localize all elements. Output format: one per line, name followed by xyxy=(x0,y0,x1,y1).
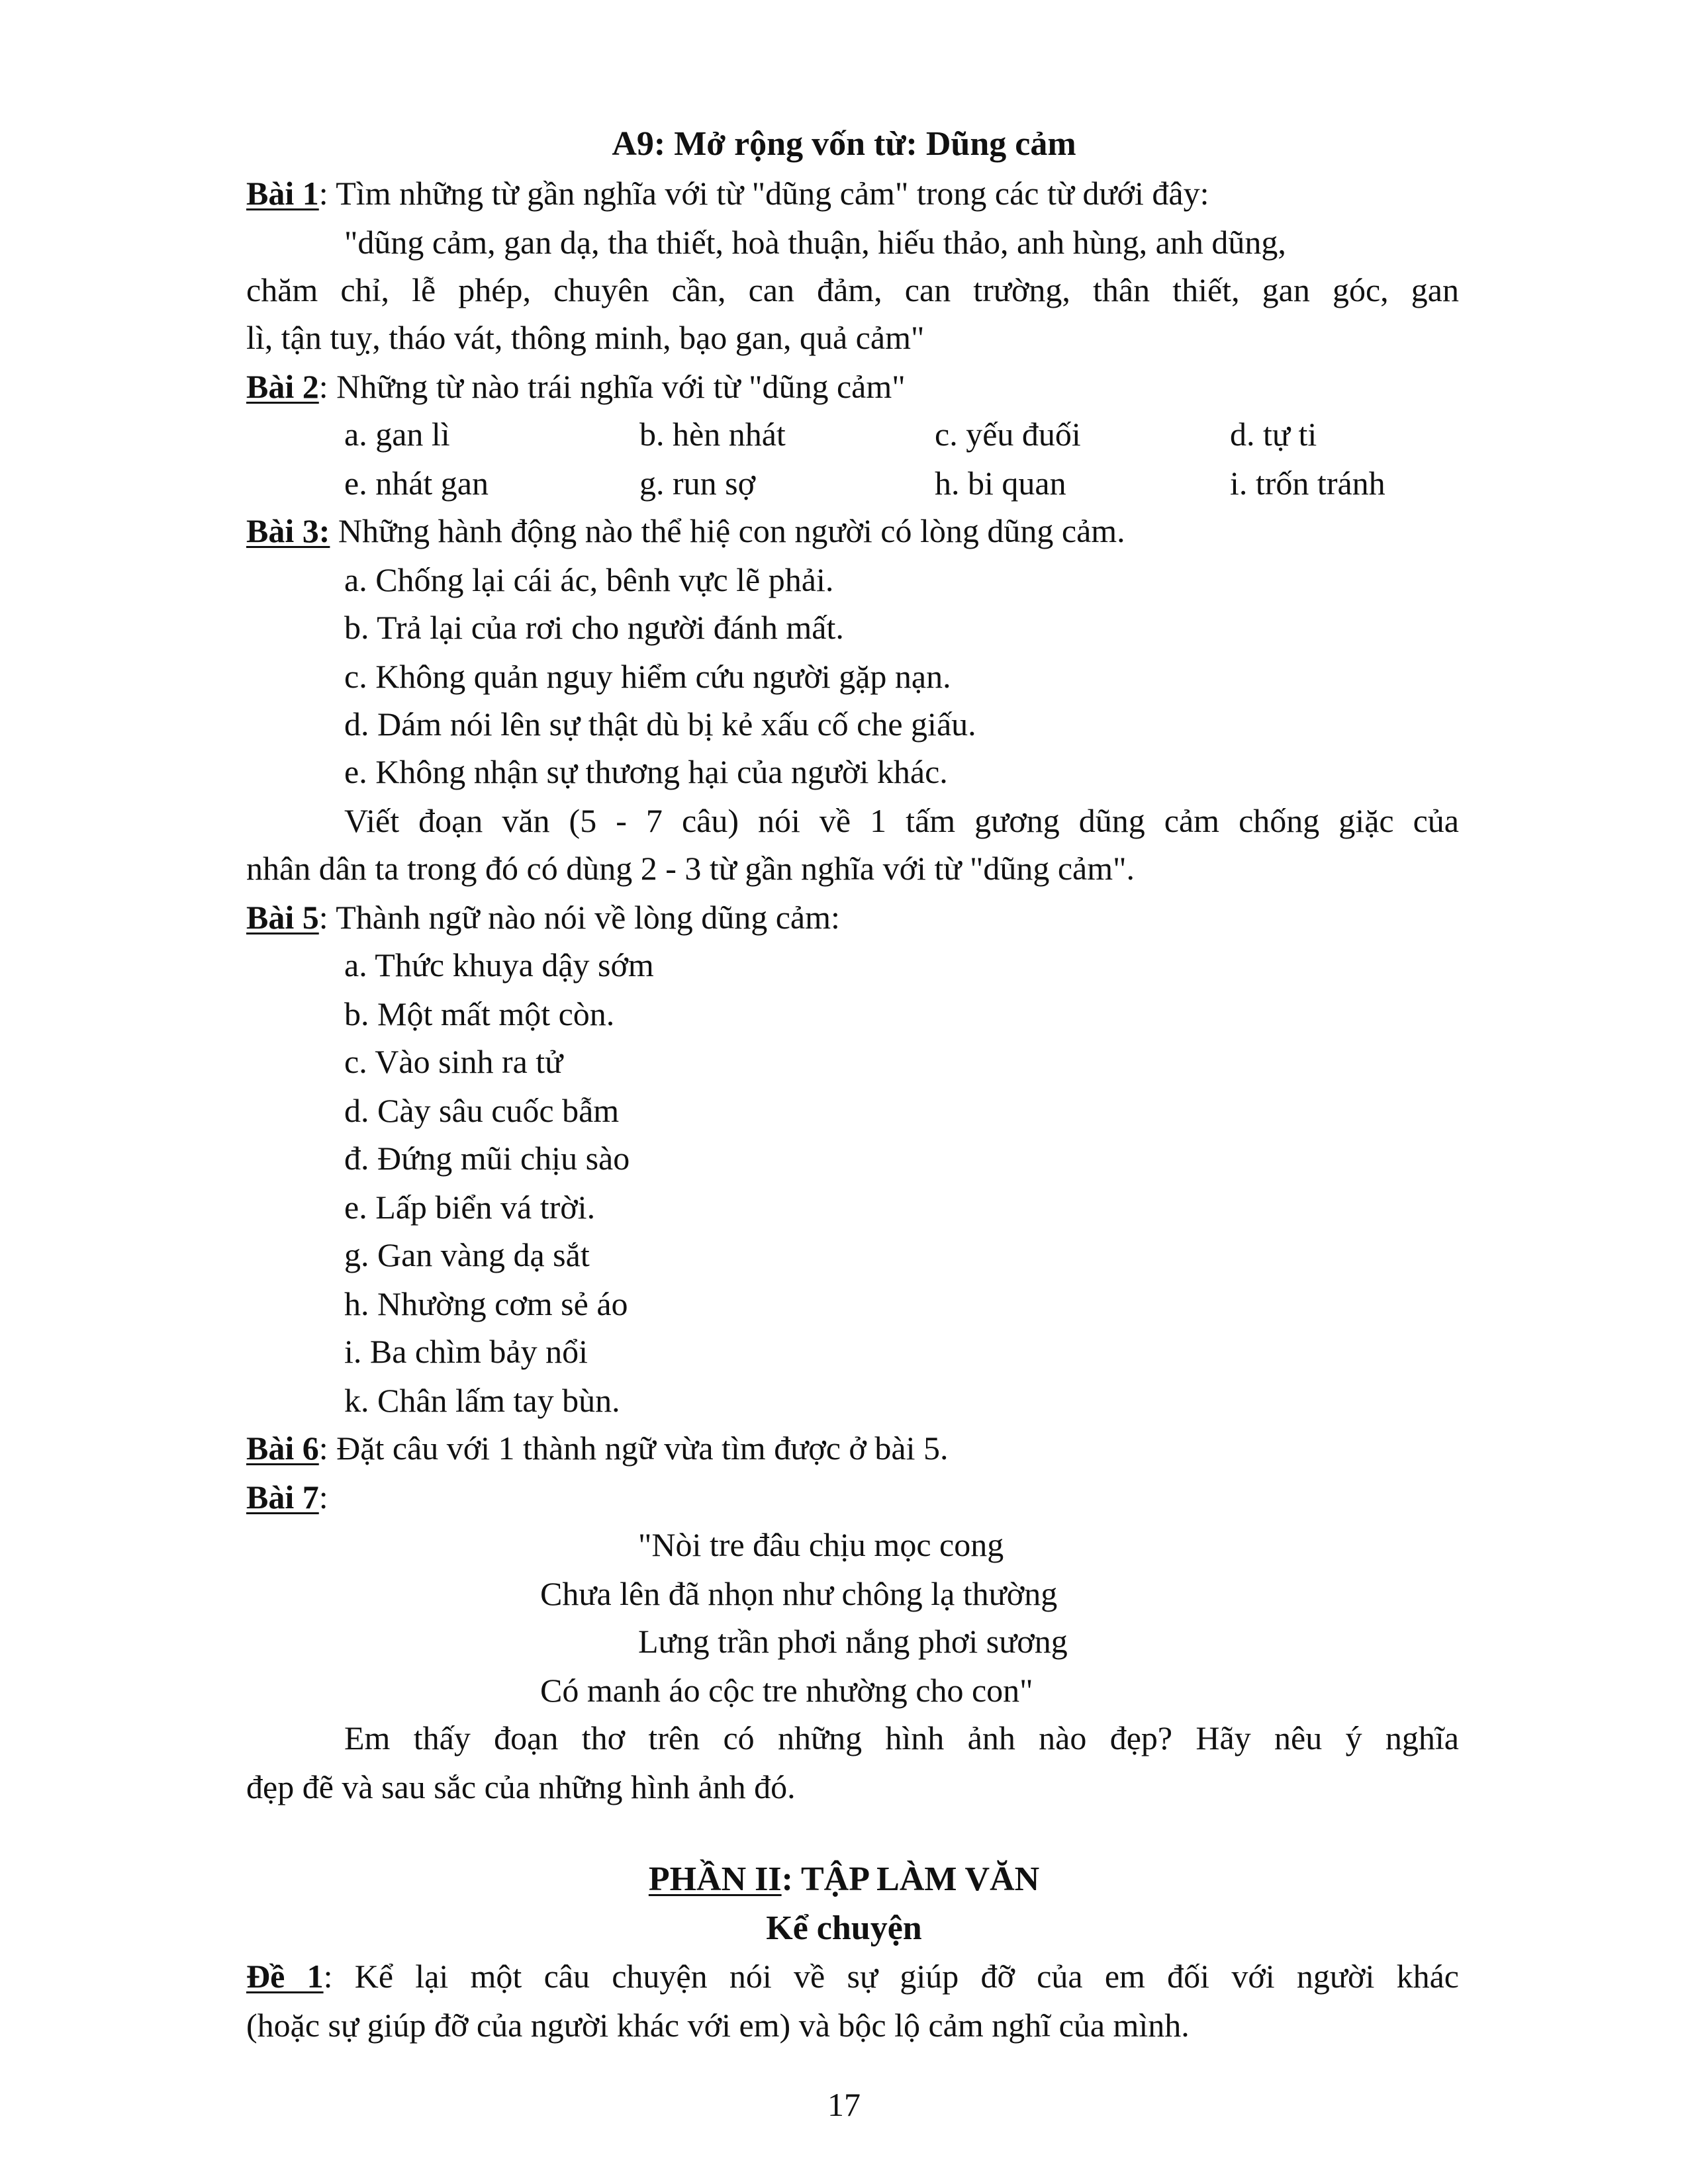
bai3-prompt xyxy=(246,511,1125,551)
bai5-label: Bài 5 xyxy=(246,899,319,936)
bai5-option-d: d. Cày sâu cuốc bẫm xyxy=(344,1092,620,1129)
bai1-words-2 xyxy=(246,270,1459,310)
bai2-option-a: a. gan lì xyxy=(344,416,450,453)
bai2-option-c: c. yếu đuối xyxy=(935,416,1081,453)
bai2-option-g: g. run sợ xyxy=(639,465,756,502)
bai5-option-dd: đ. Đứng mũi chịu sào xyxy=(344,1140,630,1177)
bai5-option-e: e. Lấp biển vá trời. xyxy=(344,1189,596,1226)
bai5-option-c: c. Vào sinh ra tử xyxy=(344,1043,563,1080)
bai1-words-2-text: chăm chỉ, lễ phép, chuyên cần, can đảm, can trường, thân thiết, gan góc, gan xyxy=(246,271,1459,308)
bai1-prompt xyxy=(246,173,1209,213)
bai6-prompt-text: : Đặt câu với 1 thành ngữ vừa tìm được ở bài 5. xyxy=(318,1430,949,1467)
bai6-label: Bài 6 xyxy=(246,1430,319,1467)
bai3-label: Bài 3: xyxy=(246,512,330,549)
bai2-option-i: i. trốn tránh xyxy=(1230,465,1385,502)
part2-heading-rest: : TẬP LÀM VĂN xyxy=(781,1860,1040,1898)
bai2-option-b: b. hèn nhát xyxy=(639,416,786,453)
de1-line-1 xyxy=(246,1956,1459,1996)
bai7-question-2: đẹp đẽ và sau sắc của những hình ảnh đó. xyxy=(246,1768,796,1805)
bai7-label: Bài 7 xyxy=(246,1479,319,1516)
bai5-option-a: a. Thức khuya dậy sớm xyxy=(344,946,654,983)
part2-heading xyxy=(0,1860,1688,1899)
bai5-option-i: i. Ba chìm bảy nổi xyxy=(344,1333,588,1370)
poem-line-1: "Nòi tre đâu chịu mọc cong xyxy=(638,1526,1004,1563)
bai5-option-g: g. Gan vàng dạ sắt xyxy=(344,1236,590,1273)
bai3-option-c: c. Không quản nguy hiểm cứu người gặp nạn. xyxy=(344,658,951,695)
bai1-words-1: "dũng cảm, gan dạ, tha thiết, hoà thuận, hiếu thảo, anh hùng, anh dũng, xyxy=(344,224,1286,261)
poem-line-4: Có manh áo cộc tre nhường cho con" xyxy=(540,1672,1033,1709)
bai3-option-a: a. Chống lại cái ác, bênh vực lẽ phải. xyxy=(344,561,834,598)
bai7-question-1-text: Em thấy đoạn thơ trên có những hình ảnh nào đẹp? Hãy nêu ý nghĩa xyxy=(344,1719,1459,1756)
bai3-option-e: e. Không nhận sự thương hại của người khác. xyxy=(344,753,948,790)
bai5-option-k: k. Chân lấm tay bùn. xyxy=(344,1382,620,1419)
bai7-prompt xyxy=(246,1477,328,1517)
page-number: 17 xyxy=(827,2086,861,2123)
page-title: A9: Mở rộng vốn từ: Dũng cảm xyxy=(612,125,1076,163)
bai7-question-1 xyxy=(246,1718,1459,1758)
bai5-option-h: h. Nhường cơm sẻ áo xyxy=(344,1285,628,1322)
bai2-option-d: d. tự ti xyxy=(1230,416,1317,453)
part2-heading-underlined: PHẦN II xyxy=(648,1860,782,1898)
bai7-colon: : xyxy=(318,1479,328,1516)
de1-label: Đề 1 xyxy=(246,1958,324,1995)
bai3-option-d: d. Dám nói lên sự thật dù bị kẻ xấu cố che giấu. xyxy=(344,705,976,743)
bai3-prompt-text: Những hành động nào thể hiệ con người có lòng dũng cảm. xyxy=(330,512,1125,549)
bai2-prompt xyxy=(246,367,906,406)
bai4-line-2: nhân dân ta trong đó có dùng 2 - 3 từ gần nghĩa với từ "dũng cảm". xyxy=(246,850,1135,887)
bai5-prompt-text: : Thành ngữ nào nói về lòng dũng cảm: xyxy=(318,899,840,936)
bai2-prompt-text: : Những từ nào trái nghĩa với từ "dũng cảm" xyxy=(318,368,906,405)
bai1-label: Bài 1 xyxy=(246,175,319,212)
de1-line-1-content xyxy=(246,1956,1459,1996)
bai2-option-e: e. nhát gan xyxy=(344,465,489,502)
de1-line-1-text: : Kể lại một câu chuyện nói về sự giúp đỡ của em đối với người khác xyxy=(323,1958,1460,1995)
de1-line-2: (hoặc sự giúp đỡ của người khác với em) và bộc lộ cảm nghĩ của mình. xyxy=(246,2007,1190,2044)
bai2-label: Bài 2 xyxy=(246,368,319,405)
bai2-option-h: h. bi quan xyxy=(935,465,1066,502)
bai6-prompt xyxy=(246,1428,948,1468)
bai1-prompt-text: : Tìm những từ gần nghĩa với từ "dũng cảm" trong các từ dưới đây: xyxy=(318,175,1209,212)
poem-line-2: Chưa lên đã nhọn như chông lạ thường xyxy=(540,1575,1058,1612)
bai5-option-b: b. Một mất một còn. xyxy=(344,995,615,1032)
poem-line-3: Lưng trần phơi nắng phơi sương xyxy=(638,1623,1068,1660)
bai4-line-1-text: Viết đoạn văn (5 - 7 câu) nói về 1 tấm gương dũng cảm chống giặc của xyxy=(344,802,1459,839)
bai3-option-b: b. Trả lại của rơi cho người đánh mất. xyxy=(344,609,844,646)
bai5-prompt xyxy=(246,897,840,937)
part2-subheading: Kể chuyện xyxy=(766,1909,922,1947)
bai1-words-3: lì, tận tuỵ, tháo vát, thông minh, bạo gan, quả cảm" xyxy=(246,319,925,356)
bai4-line-1 xyxy=(246,801,1459,841)
